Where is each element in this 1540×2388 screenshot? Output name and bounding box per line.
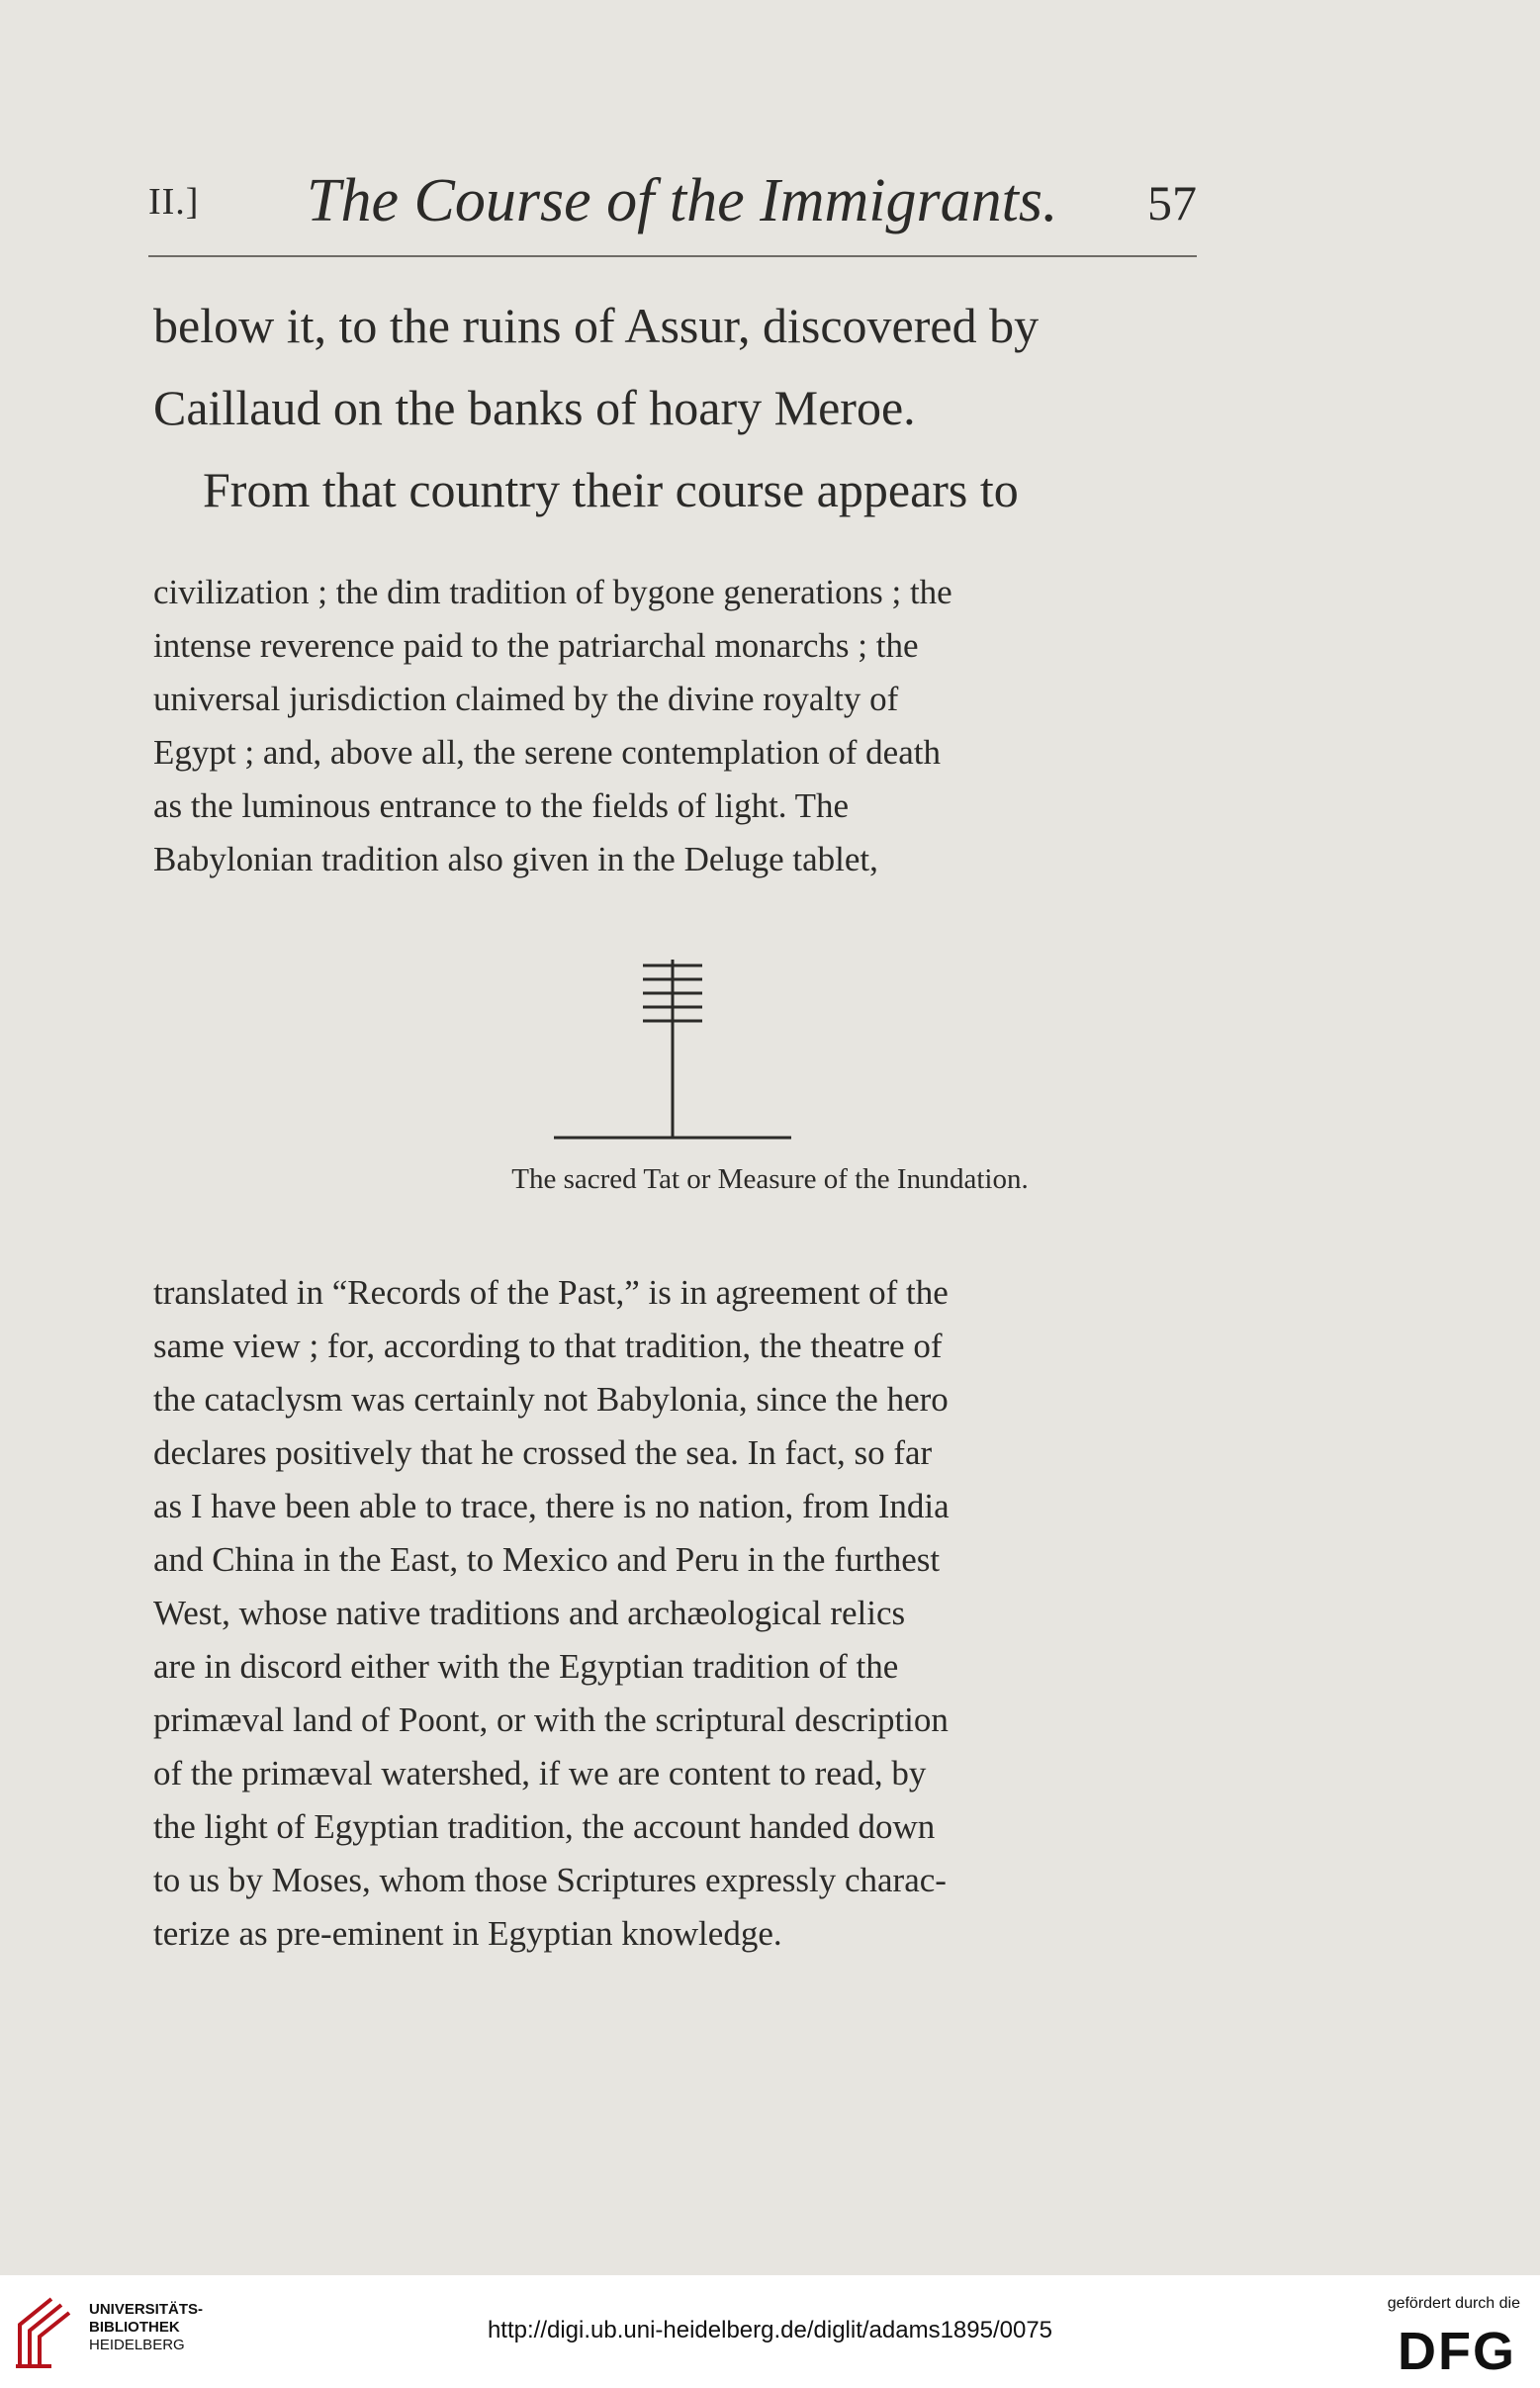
page-number: 57 [1147, 175, 1197, 230]
footnote-line: intense reverence paid to the patriarchal monarchs ; the [153, 626, 919, 665]
viewer-footer [0, 2275, 1540, 2388]
page-url-link[interactable]: http://digi.ub.uni-heidelberg.de/diglit/adams1895/0075 [487, 2317, 1053, 2343]
footnote-line: the light of Egyptian tradition, the account handed down [153, 1807, 936, 1846]
funded-by-label: gefördert durch die [1387, 2295, 1520, 2312]
footnote-line: civilization ; the dim tradition of bygone generations ; the [153, 573, 952, 611]
library-name: UNIVERSITÄTS- BIBLIOTHEK HEIDELBERG [89, 2301, 204, 2353]
footnote-line: Egypt ; and, above all, the serene contemplation of death [153, 733, 941, 772]
running-header [148, 166, 1197, 245]
footnote-line: universal jurisdiction claimed by the divine royalty of [153, 680, 899, 718]
footnote-line: as the luminous entrance to the fields of light. The [153, 786, 850, 825]
text-line: From that country their course appears to [203, 462, 1019, 517]
footnote-line: Babylonian tradition also given in the Deluge tablet, [153, 840, 878, 878]
dfg-logo: DFG [1398, 2322, 1516, 2381]
sacred-tat-icon [544, 950, 801, 1148]
footnote-line: declares positively that he crossed the sea. In fact, so far [153, 1433, 933, 1472]
header-rule [148, 255, 1197, 257]
footnote-line: are in discord either with the Egyptian tradition of the [153, 1647, 899, 1686]
footnote-line: as I have been able to trace, there is no nation, from India [153, 1487, 950, 1525]
figure-caption: The sacred Tat or Measure of the Inundation. [511, 1163, 1029, 1195]
footnote-line: to us by Moses, whom those Scriptures expressly charac- [153, 1861, 947, 1899]
text-line: below it, to the ruins of Assur, discovered by [153, 298, 1040, 353]
footnote-line: primæval land of Poont, or with the scriptural description [153, 1700, 949, 1739]
footnote-line: West, whose native traditions and archæological relics [153, 1594, 906, 1632]
running-title: The Course of the Immigrants. [307, 167, 1058, 234]
footnote-line: terize as pre-eminent in Egyptian knowledge. [153, 1914, 782, 1953]
footnote-line: translated in “Records of the Past,” is in agreement of the [153, 1273, 949, 1312]
footnote-line: and China in the East, to Mexico and Peru in the furthest [153, 1540, 941, 1579]
chapter-number: II.] [148, 181, 200, 223]
text-line: Caillaud on the banks of hoary Meroe. [153, 380, 916, 435]
footnote-line: same view ; for, according to that tradition, the theatre of [153, 1327, 943, 1365]
footnote-line: the cataclysm was certainly not Babylonia, since the hero [153, 1380, 949, 1419]
footnote-line: of the primæval watershed, if we are content to read, by [153, 1754, 927, 1792]
